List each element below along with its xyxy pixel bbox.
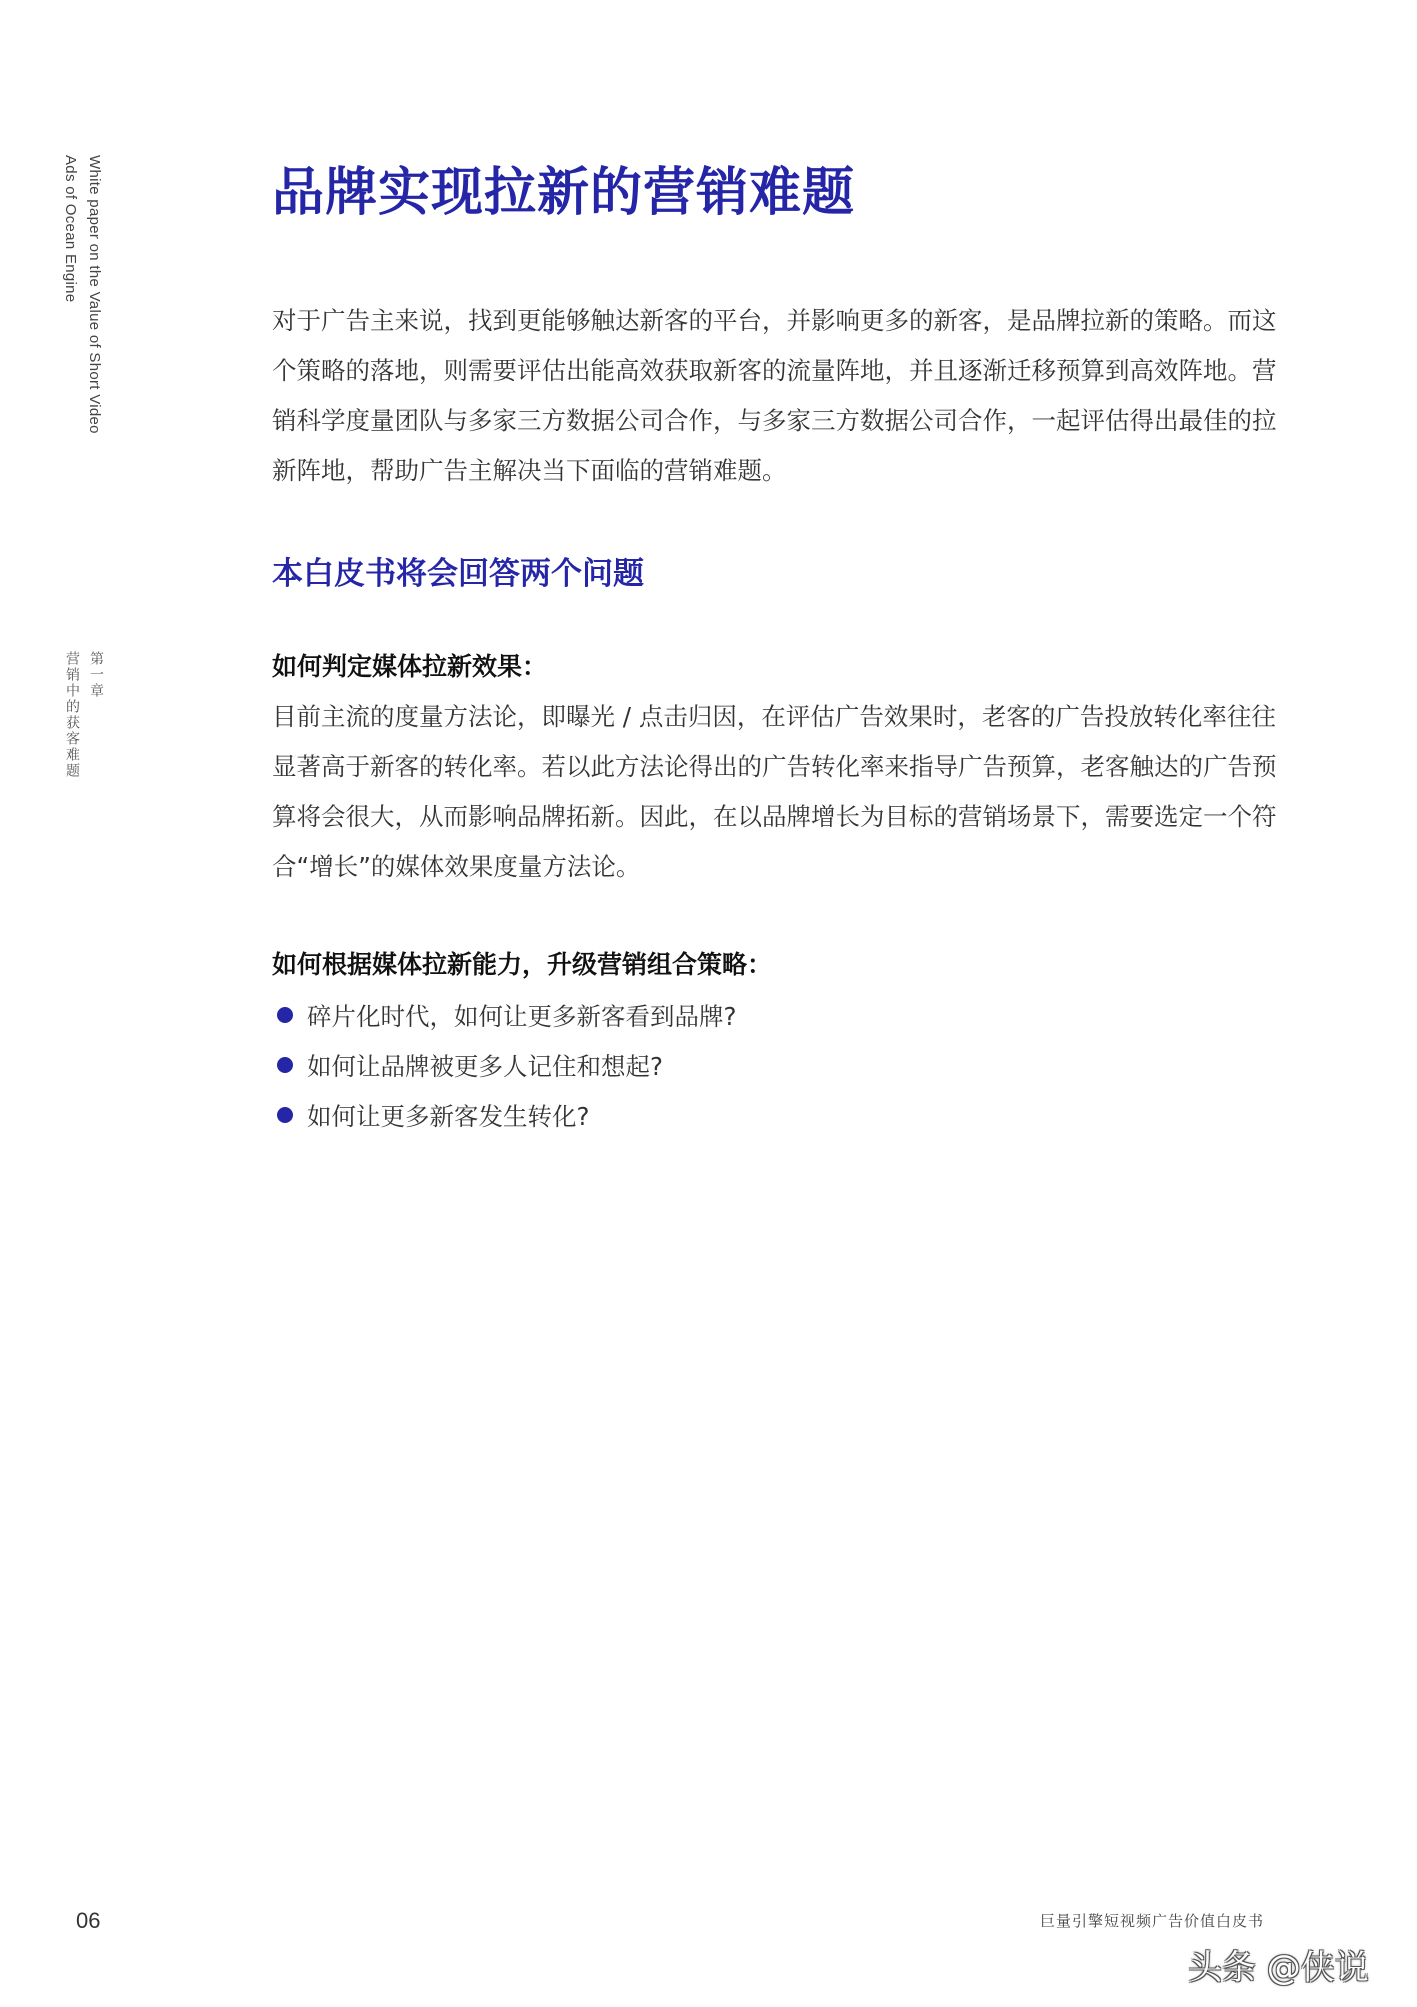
- question-1-body: 目前主流的度量方法论，即曝光 / 点击归因，在评估广告效果时，老客的广告投放转化率往往显著高于新客的转化率。若以此方法论得出的广告转化率来指导广告预算，老客触达的广告预算将会很大，从而影响品牌拓新。因此，在以品牌增长为目标的营销场景下，需要选定一个符合“增长”的媒体效果度量方法论。: [272, 702, 1277, 881]
- intro-paragraph: 对于广告主来说，找到更能够触达新客的平台，并影响更多的新客，是品牌拉新的策略。而这个策略的落地，则需要评估出能高效获取新客的流量阵地，并且逐渐迁移预算到高效阵地。营销科学度量团队与多家三方数据公司合作，与多家三方数据公司合作，一起评估得出最佳的拉新阵地，帮助广告主解决当下面临的营销难题。: [272, 306, 1277, 485]
- watermark: 头条 @侠说: [1188, 1948, 1369, 1988]
- question-1-title: 如何判定媒体拉新效果：: [272, 652, 548, 681]
- strategy-bullet-list: [272, 990, 737, 1140]
- list-item-text: 碎片化时代，如何让更多新客看到品牌?: [307, 1001, 737, 1031]
- list-item: [272, 1090, 737, 1140]
- footer-document-title: 巨量引擎短视频广告价值白皮书: [1040, 1912, 1265, 1930]
- list-item: [272, 990, 737, 1040]
- sidebar-english-line-2: Ads of Ocean Engine: [62, 155, 79, 303]
- page-title: 品牌实现拉新的营销难题: [272, 163, 856, 223]
- sidebar-chapter-label: [60, 651, 108, 779]
- section-heading: 本白皮书将会回答两个问题: [272, 556, 644, 592]
- sidebar-chapter-title: 营销中的获客难题: [64, 651, 80, 779]
- sidebar-chapter-number: 第一章: [88, 651, 104, 699]
- bullet-dot-icon: [277, 1107, 293, 1123]
- list-item-text: 如何让更多新客发生转化?: [307, 1101, 590, 1131]
- page-number: 06: [76, 1908, 101, 1933]
- bullet-dot-icon: [277, 1007, 293, 1023]
- question-2-title: 如何根据媒体拉新能力，升级营销组合策略：: [272, 950, 773, 979]
- bullet-dot-icon: [277, 1057, 293, 1073]
- list-item: [272, 1040, 737, 1090]
- sidebar-english-title: [58, 155, 106, 434]
- list-item-text: 如何让品牌被更多人记住和想起?: [307, 1051, 664, 1081]
- sidebar-english-line-1: White paper on the Value of Short Video: [86, 155, 103, 434]
